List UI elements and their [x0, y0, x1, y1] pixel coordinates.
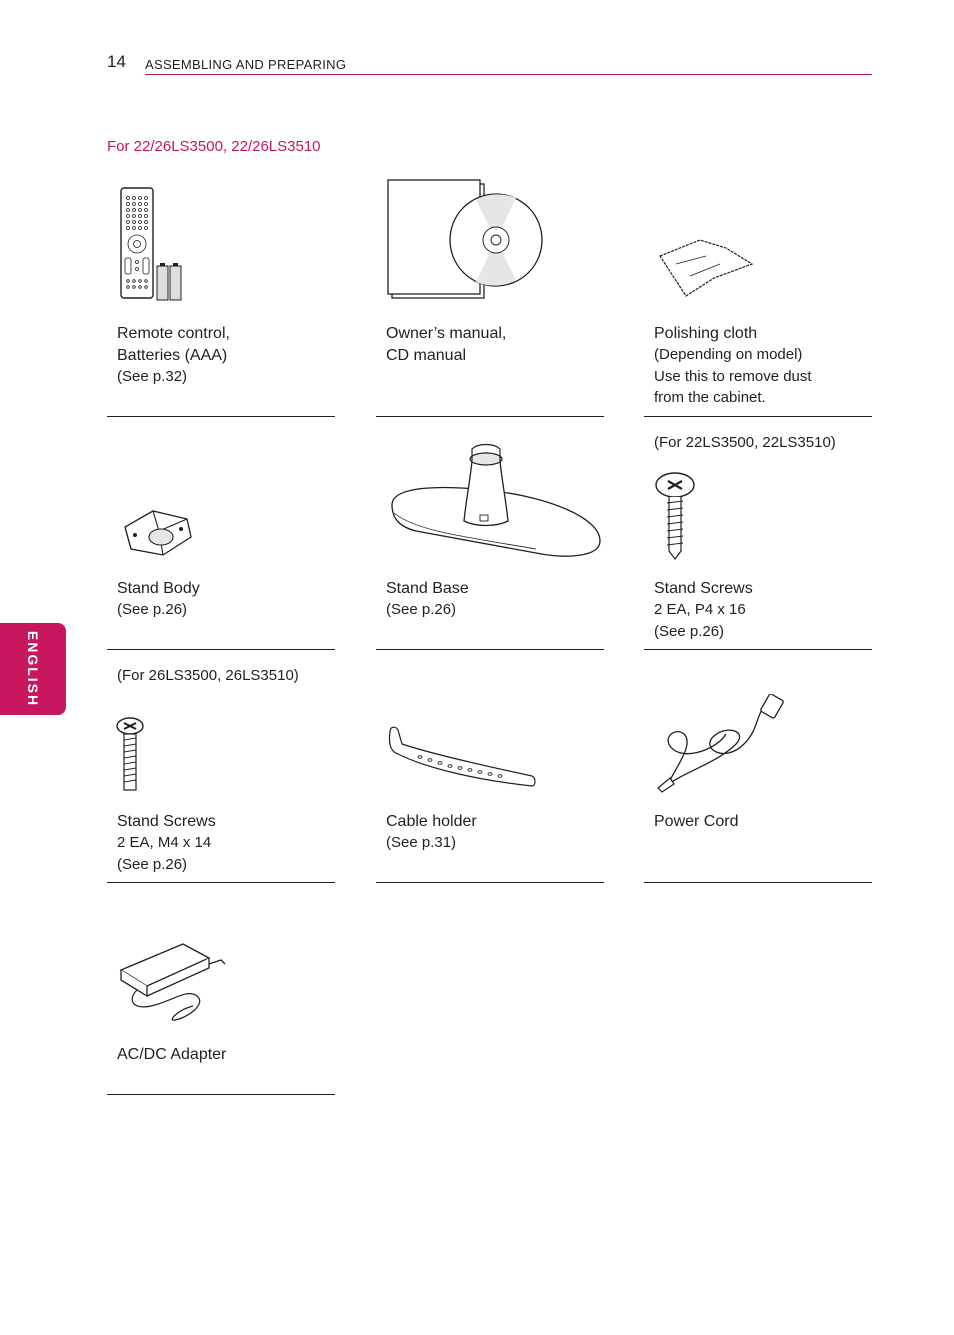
section-title: ASSEMBLING AND PREPARING [145, 57, 347, 72]
item-description: (See p.26) [386, 601, 457, 618]
item-cable-holder [376, 650, 604, 883]
model-note: (For 22LS3500, 22LS3510) [654, 434, 836, 451]
manual-cd-icon [386, 178, 556, 302]
item-stand-base [376, 417, 604, 650]
item-name: Remote control, Batteries (AAA) [117, 325, 230, 364]
item-stand-screws-m4 [107, 650, 335, 883]
remote-control-icon [119, 186, 195, 302]
item-description: 2 EA, P4 x 16 (See p.26) [654, 601, 746, 640]
model-heading: For 22/26LS3500, 22/26LS3510 [107, 138, 321, 155]
cable-holder-icon [386, 724, 538, 792]
item-name: Owner’s manual, CD manual [386, 325, 507, 364]
item-name: Cable holder [386, 813, 477, 830]
side-tab [0, 623, 66, 715]
power-cord-icon [654, 694, 786, 794]
item-name: Stand Screws [654, 580, 753, 597]
item-name: Polishing cloth [654, 325, 758, 342]
item-power-cord [644, 650, 872, 883]
item-description: (See p.32) [117, 368, 188, 385]
item-name: Power Cord [654, 813, 739, 830]
item-description: (See p.31) [386, 834, 457, 851]
item-ac-dc-adapter [107, 862, 335, 1095]
stand-base-icon [386, 441, 602, 559]
item-description: (Depending on model) Use this to remove dust from the cabinet. [654, 346, 812, 406]
stand-body-icon [115, 505, 195, 561]
screw-icon [654, 471, 696, 561]
item-owners-manual [376, 184, 604, 417]
divider [644, 882, 872, 883]
screw-icon [115, 716, 145, 794]
item-stand-body [107, 417, 335, 650]
ac-dc-adapter-icon [117, 940, 229, 1026]
page-number: 14 [107, 52, 126, 71]
item-stand-screws-p4 [644, 417, 872, 650]
polishing-cloth-icon [656, 234, 756, 304]
item-remote-control [107, 184, 335, 417]
model-note: (For 26LS3500, 26LS3510) [117, 667, 299, 684]
item-name: AC/DC Adapter [117, 1046, 227, 1063]
divider [376, 882, 604, 883]
item-name: Stand Screws [117, 813, 216, 830]
item-description: (See p.26) [117, 601, 188, 618]
header-rule [145, 74, 872, 75]
item-name: Stand Body [117, 580, 200, 597]
item-description: 2 EA, M4 x 14 (See p.26) [117, 834, 212, 873]
divider [107, 1094, 335, 1095]
item-polishing-cloth [644, 184, 872, 417]
side-tab-label: ENGLISH [25, 630, 41, 708]
item-name: Stand Base [386, 580, 469, 597]
